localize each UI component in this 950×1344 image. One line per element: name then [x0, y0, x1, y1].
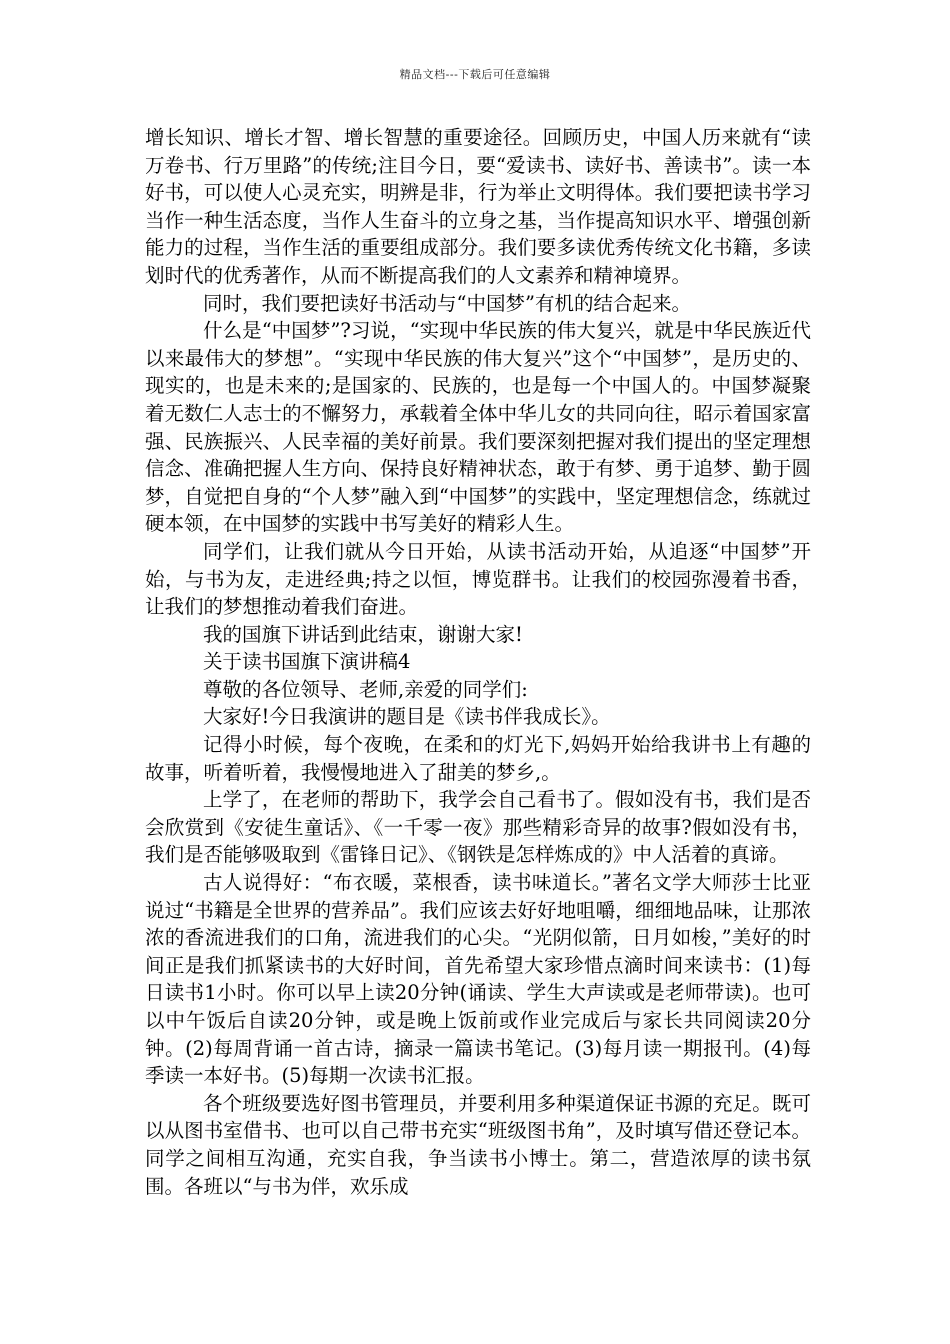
paragraph-8: 大家好!今日我演讲的题目是《读书伴我成长》。: [203, 705, 611, 729]
paragraph-10: 上学了，在老师的帮助下，我学会自己看书了。假如没有书，我们是否会欣赏到《安徒生童话》、《一千零一夜》那些精彩奇异的故事?假如没有书，我们是否能够吸取到《雷锋日记》、《钢铁是怎样炼成的》中人活着的真谛。: [145, 788, 811, 867]
paragraph-1: 增长知识、增长才智、增长智慧的重要途径。回顾历史，中国人历来就有“读万卷书、行万里路”的传统;注目今日，要“爱读书、读好书、善读书”。读一本好书，可以使人心灵充实，明辨是非，行为举止文明得体。我们要把读书学习当作一种生活态度，当作人生奋斗的立身之基，当作提高知识水平、增强创新能力的过程，当作生活的重要组成部分。我们要多读优秀传统文化书籍，多读划时代的优秀著作，从而不断提高我们的人文素养和精神境界。: [145, 126, 811, 287]
paragraph-4: 同学们，让我们就从今日开始，从读书活动开始，从追逐“中国梦”开始，与书为友，走进经典;持之以恒，博览群书。让我们的校园弥漫着书香，让我们的梦想推动着我们奋进。: [145, 539, 811, 619]
paragraph-9: 记得小时候，每个夜晚，在柔和的灯光下,妈妈开始给我讲书上有趣的故事，听着听着，我慢慢地进入了甜美的梦乡,。: [145, 733, 811, 784]
paragraph-2: 同时，我们要把读好书活动与“中国梦”有机的结合起来。: [203, 291, 691, 315]
paragraph-3: 什么是“中国梦”?习说，“实现中华民族的伟大复兴，就是中华民族近代以来最伟大的梦想”。“实现中华民族的伟大复兴”这个“中国梦”，是历史的、现实的，也是未来的;是国家的、民族的，也是每一个中国人的。中国梦凝聚着无数仁人志士的不懈努力，承载着全体中华儿女的共同向往，昭示着国家富强、民族振兴、人民幸福的美好前景。我们要深刻把握对我们提出的坚定理想信念、准确把握人生方向、保持良好精神状态，敢于有梦、勇于追梦、勤于圆梦，自觉把自身的“个人梦”融入到“中国梦”的实践中，坚定理想信念，练就过硬本领，在中国梦的实践中书写美好的精彩人生。: [145, 319, 811, 536]
section-title: 关于读书国旗下演讲稿4: [203, 650, 411, 674]
document-body: [145, 124, 811, 1200]
paragraph-5: 我的国旗下讲话到此结束，谢谢大家!: [203, 622, 523, 646]
page-header: 精品文档---下载后可任意编辑: [399, 68, 551, 81]
salutation: 尊敬的各位领导、老师,亲爱的同学们:: [203, 677, 528, 701]
paragraph-12: 各个班级要选好图书管理员，并要利用多种渠道保证书源的充足。既可以从图书室借书、也可以自己带书充实“班级图书角”，及时填写借还登记本。同学之间相互沟通，充实自我，争当读书小博士。第二，营造浓厚的读书氛围。各班以“与书为伴，欢乐成: [145, 1091, 811, 1198]
paragraph-11: 古人说得好：“布衣暖，菜根香，读书味道长。”著名文学大师莎士比亚说过“书籍是全世界的营养品”。我们应该去好好地咀嚼，细细地品味，让那浓浓的香流进我们的口角，流进我们的心尖。“光阴似箭，日月如梭，”美好的时间正是我们抓紧读书的大好时间，首先希望大家珍惜点滴时间来读书：(1)每日读书1小时。你可以早上读20分钟(诵读、学生大声读或是老师带读)。也可以中午饭后自读20分钟，或是晚上饭前或作业完成后与家长共同阅读20分钟。(2)每周背诵一首古诗，摘录一篇读书笔记。(3)每月读一期报刊。(4)每季读一本好书。(5)每期一次读书汇报。: [145, 871, 811, 1088]
